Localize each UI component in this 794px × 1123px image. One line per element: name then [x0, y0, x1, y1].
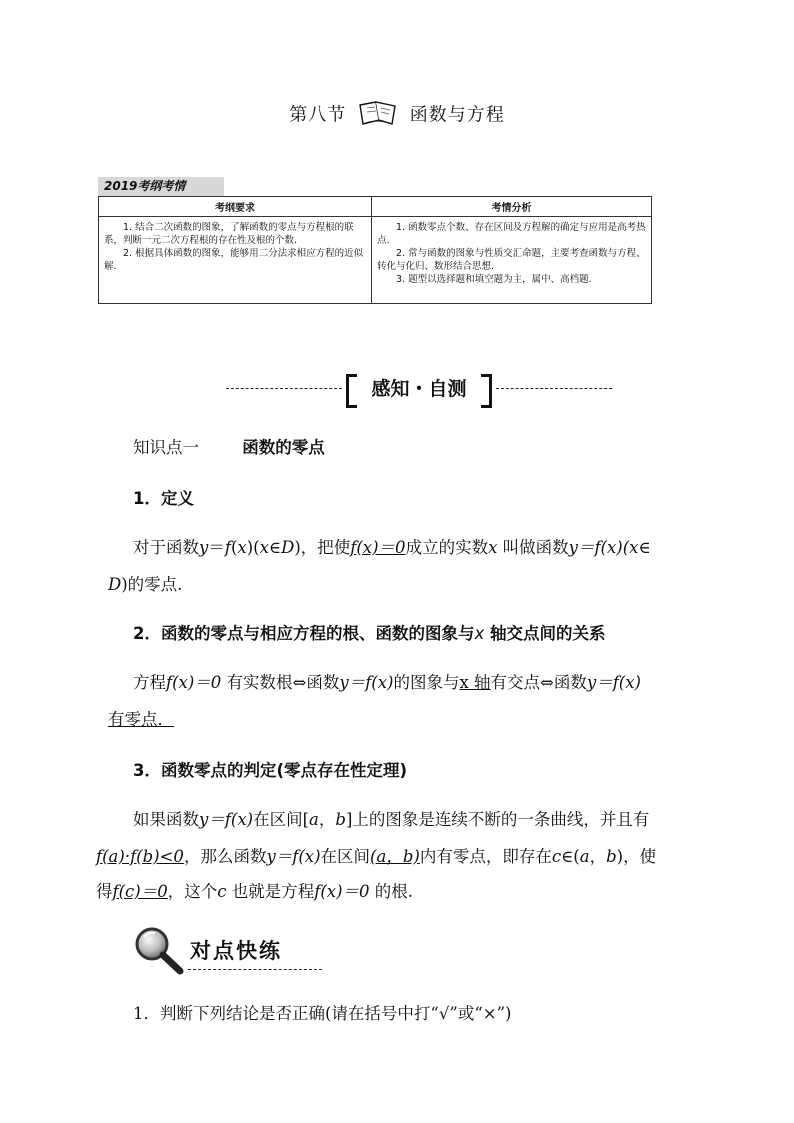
definition-line-2: [108, 571, 182, 595]
exam-table-row: [99, 217, 652, 304]
var: a: [309, 810, 319, 829]
text: ]上的图象是连续不断的一条曲线，并且有: [345, 810, 650, 829]
formula: y＝f(x): [266, 847, 321, 866]
practice-title: 对点快练: [190, 939, 282, 963]
text: 有实数根⇔函数: [221, 673, 340, 692]
text: ，这个: [167, 882, 218, 901]
text: 成立的实数: [405, 538, 489, 557]
var: D: [281, 538, 295, 557]
var: b: [606, 847, 617, 866]
book-icon: [357, 100, 399, 131]
text: 内有零点，即存在: [419, 847, 552, 866]
text: ，那么函数: [183, 847, 267, 866]
formula: y＝f(x): [586, 673, 641, 692]
definition-heading: 1．定义: [133, 489, 194, 508]
theorem-line-1: [133, 806, 649, 830]
answer-blank: f(x)＝0: [350, 538, 406, 557]
var: x: [488, 538, 498, 557]
text: )，使: [616, 847, 657, 866]
text: 也就是方程: [226, 882, 315, 901]
question-1: 1．判断下列结论是否正确(请在括号中打“√”或“×”): [133, 1004, 512, 1023]
exam-table-header-row: [99, 197, 652, 217]
answer-blank: (a，b): [370, 847, 420, 866]
text: ＝: [208, 538, 225, 557]
text: 对于函数: [133, 538, 199, 557]
text: 在区间: [320, 847, 371, 866]
var: a: [579, 847, 590, 866]
var: x: [259, 538, 269, 557]
analysis-item: 2. 常与函数的图象与性质交汇命题，主要考查函数与方程、转化与化归、数形结合思想.: [377, 248, 646, 272]
text: 得: [96, 882, 113, 901]
requirement-item: 2. 根据具体函数的图象，能够用二分法求相应方程的近似解.: [104, 248, 364, 272]
text: ∈(: [561, 847, 580, 866]
text: 在区间[: [253, 810, 310, 829]
var: D: [108, 575, 122, 594]
section-title-box: [346, 372, 492, 406]
kp-label: 知识点一: [133, 438, 199, 457]
relation-line-1: [133, 669, 641, 693]
divider: [188, 969, 322, 970]
analysis-item: 3. 题型以选择题和填空题为主，属中、高档题.: [396, 274, 592, 285]
exam-header-analysis: 考情分析: [372, 197, 652, 217]
exam-header-requirements: 考纲要求: [99, 197, 372, 217]
text: ，: [318, 810, 336, 829]
text: ∈: [268, 538, 282, 557]
var: b: [335, 810, 346, 829]
section-title: 感知・自测: [371, 378, 467, 400]
title-section-number: 第八节: [289, 104, 347, 126]
text: 的根.: [369, 882, 414, 901]
practice-header: [130, 925, 330, 975]
text: )的零点.: [121, 575, 183, 594]
relation-heading: [133, 620, 606, 644]
kp-title: 函数的零点: [242, 438, 325, 457]
theorem-line-2: [96, 843, 656, 867]
exam-section-tab: 2019考纲考情: [98, 177, 224, 196]
knowledge-point-heading: [133, 434, 325, 458]
magnifier-icon: [130, 925, 188, 979]
answer-blank: x 轴: [459, 673, 491, 692]
text: )，把使: [294, 538, 351, 557]
answer-blank: f(c)＝0: [112, 882, 168, 901]
formula: y＝f(x): [199, 810, 254, 829]
text: 方程: [133, 673, 166, 692]
bracket-right-icon: [481, 374, 492, 408]
var: f: [224, 538, 231, 557]
formula: y＝f(x)(x∈: [568, 538, 651, 557]
theorem-line-3: [96, 878, 413, 902]
section-header: [226, 372, 612, 406]
formula: f(x)＝0: [314, 882, 370, 901]
text: 的图象与: [393, 673, 460, 692]
analysis-cell: [372, 217, 652, 304]
var: y: [199, 538, 209, 557]
title-text: 函数与方程: [409, 104, 505, 126]
analysis-item: 1. 函数零点个数、存在区间及方程解的确定与应用是高考热点.: [377, 222, 646, 246]
exam-table: [98, 196, 652, 304]
var: x: [474, 624, 485, 643]
relation-line-2: [108, 706, 174, 730]
divider: [226, 388, 342, 389]
text: ，: [589, 847, 607, 866]
bracket-left-icon: [346, 374, 357, 408]
text: 有交点⇔函数: [490, 673, 587, 692]
answer-blank: f(a)·f(b)<0: [96, 847, 184, 866]
text: (: [230, 538, 238, 557]
var: c: [217, 882, 227, 901]
divider: [496, 388, 612, 389]
requirements-cell: [99, 217, 372, 304]
text: 轴交点间的关系: [484, 624, 606, 643]
var: c: [551, 847, 562, 866]
page-title: [0, 100, 794, 131]
answer-blank: 有零点．: [108, 710, 174, 729]
text: 如果函数: [133, 810, 199, 829]
definition-line-1: [133, 534, 651, 558]
theorem-heading: 3．函数零点的判定(零点存在性定理): [133, 761, 408, 780]
text: 叫做函数: [497, 538, 569, 557]
formula: y＝f(x): [339, 673, 394, 692]
text: )(: [246, 538, 260, 557]
var: x: [237, 538, 247, 557]
requirement-item: 1. 结合二次函数的图象，了解函数的零点与方程根的联系，判断一元二次方程根的存在性及根的个数.: [104, 222, 354, 246]
text: 2．函数的零点与相应方程的根、函数的图象与: [133, 624, 475, 643]
formula: f(x)＝0: [166, 673, 222, 692]
